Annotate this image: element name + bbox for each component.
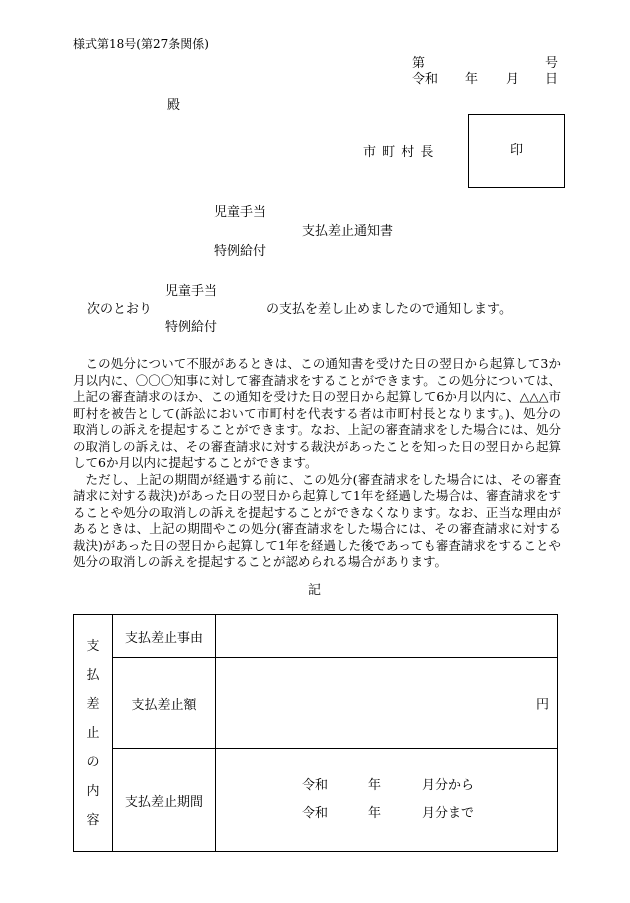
seal-box [468, 114, 565, 188]
date-month: 月 [506, 72, 520, 87]
form-number: 様式第18号(第27条関係) [73, 37, 209, 51]
page-title: 支払差止通知書 [302, 224, 394, 239]
ki-heading: 記 [308, 583, 322, 598]
instruction-paragraph: この処分について不服があるときは、この通知書を受けた日の翌日から起算して3か月以内に、〇〇〇知事に対して審査請求をすることができます。この処分については、上記の審査請求のほか、この通知を受けた日の翌日から起算して6か月以内に、△△△市町村を被告として(訴訟において市町村を代表する者は市町村長となります。)、処分の取消しの訴えを提起することができます。なお、上記の審査請求をした場合には、処分の取消しの訴えは、その審査請求に対する裁決があったことを知った日の翌日から起算して6か月以内に提起することができます。 [73, 356, 561, 470]
title-option-child-allowance: 児童手当 [214, 205, 267, 220]
payment-suspension-table [73, 614, 558, 852]
side-label: 支 払 差 止 の 内 容 [74, 615, 113, 852]
seal-label: 印 [509, 143, 523, 158]
instruction-paragraph: ただし、上記の期間が経過する前に、この処分(審査請求をした場合には、その審査請求に対する裁決)があった日の翌日から起算して1年を経過した場合は、審査請求をすることや処分の取消しの訴えを提起することができなくなります。なお、正当な理由があるときは、上記の期間やこの処分(審査請求をした場合には、その審査請求に対する裁決)があった日の翌日から起算して1年を経過した後であっても審査請求をすることや処分の取消しの訴えを提起することが認められる場合があります。 [73, 471, 561, 569]
date-era: 令和 [412, 72, 439, 87]
notice-suffix: の支払を差し止めましたので通知します。 [266, 302, 512, 317]
period-to: 令和 年 月分まで [302, 806, 475, 821]
addressee-suffix: 殿 [167, 98, 181, 113]
issuer-title: 市 町 村 長 [363, 145, 435, 160]
amount-field[interactable] [216, 658, 558, 749]
doc-number-dai: 第 [412, 56, 426, 71]
notice-prefix: 次のとおり [87, 302, 153, 317]
period-field[interactable] [216, 749, 558, 852]
notice-option-special-benefit: 特例給付 [165, 320, 218, 335]
reason-label: 支払差止事由 [113, 615, 216, 658]
period-label: 支払差止期間 [113, 749, 216, 852]
title-option-special-benefit: 特例給付 [214, 244, 267, 259]
period-from: 令和 年 月分から [302, 778, 475, 793]
reason-field[interactable] [216, 615, 558, 658]
amount-label: 支払差止額 [113, 658, 216, 749]
notice-option-child-allowance: 児童手当 [165, 284, 218, 299]
amount-unit: 円 [535, 697, 549, 713]
instructions [73, 356, 561, 571]
date-year: 年 [465, 72, 479, 87]
doc-number-go: 号 [545, 56, 559, 71]
date-day: 日 [545, 72, 559, 87]
